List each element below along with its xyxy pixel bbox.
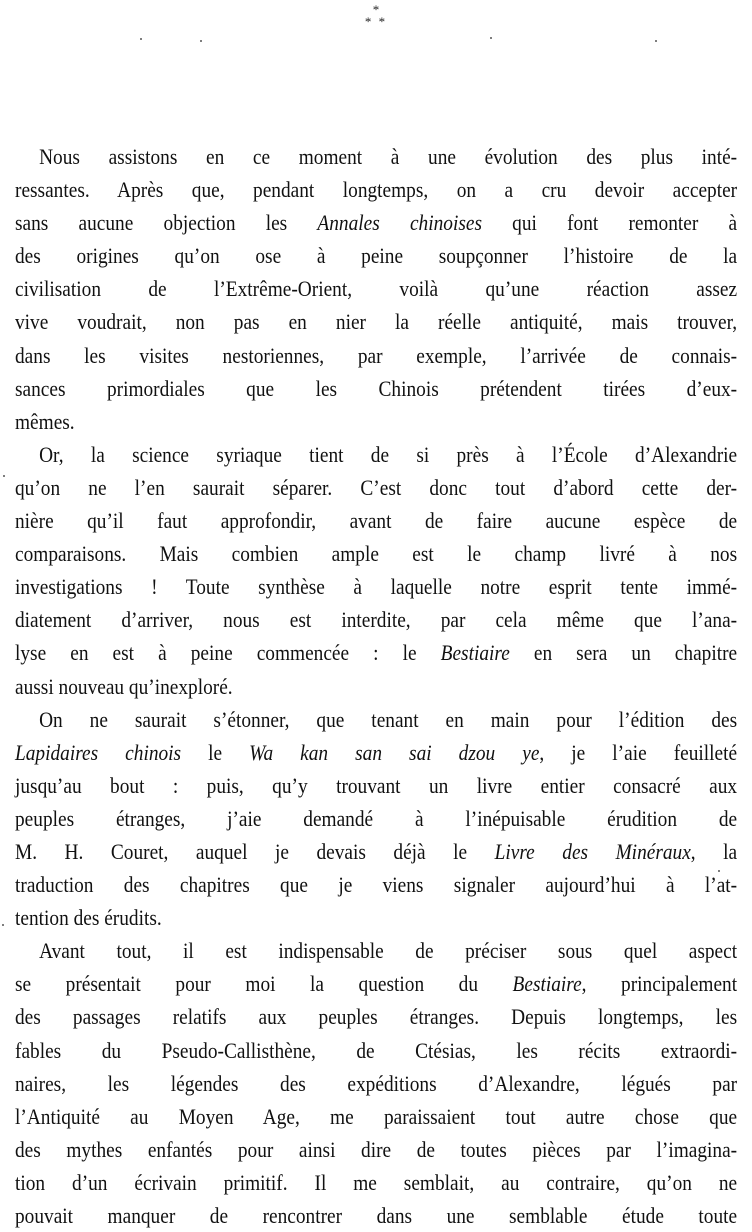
text-line: des passages relatifs aux peuples étranges. Depuis longtemps, les [15, 1004, 738, 1030]
text-line: diatement d’arriver, nous est interdite, par cela même que l’ana- [15, 607, 738, 633]
ornament-star-top: * [372, 2, 380, 17]
scan-speck [655, 40, 657, 42]
section-ornament [0, 4, 752, 28]
text-line: Nous assistons en ce moment à une évolution des plus inté- [39, 144, 738, 169]
scan-speck [200, 40, 202, 42]
text-line: jusqu’au bout : puis, qu’y trouvant un livre entier consacré aux [15, 772, 738, 798]
paragraph [15, 703, 737, 935]
text-line: aussi nouveau qu’inexploré. [15, 673, 233, 699]
ornament-stars-bottom: * * [364, 14, 388, 29]
scan-speck [3, 475, 5, 477]
text-line: Avant tout, il est indispensable de préciser sous quel aspect [39, 938, 738, 964]
page-body-text [15, 140, 737, 1232]
text-line: se présentait pour moi la question du Bestiaire, principalement [15, 971, 738, 997]
italic-title: Annales chinoises [317, 210, 482, 236]
text-line: naires, les légendes des expéditions d’Alexandre, légués par [15, 1070, 738, 1096]
text-line: des mythes enfantés pour ainsi dire de toutes pièces par l’imagina- [15, 1136, 738, 1162]
text-line: comparaisons. Mais combien ample est le champ livré à nos [15, 541, 738, 567]
text-line: traduction des chapitres que je viens signaler aujourd’hui à l’at- [15, 872, 738, 898]
text-line: sans aucune objection les Annales chinoises qui font remonter à [15, 210, 738, 236]
text-line: investigations ! Toute synthèse à laquelle notre esprit tente immé- [15, 574, 738, 600]
scan-speck [140, 38, 142, 40]
text-line: sances primordiales que les Chinois prétendent tirées d’eux- [15, 375, 738, 401]
paragraph [15, 140, 737, 438]
text-line: civilisation de l’Extrême-Orient, voilà qu’une réaction assez [15, 276, 738, 302]
text-line: Or, la science syriaque tient de si près à l’École d’Alexandrie [39, 441, 738, 467]
italic-title: Livre des Minéraux [494, 838, 691, 864]
text-line: peuples étranges, j’aie demandé à l’inépuisable érudition de [15, 805, 738, 831]
text-line: pouvait manquer de rencontrer dans une semblable étude toute [15, 1203, 738, 1228]
text-line: On ne saurait s’étonner, que tenant en main pour l’édition des [39, 706, 738, 732]
scan-speck [490, 37, 492, 39]
italic-title: Lapidaires chinois [15, 739, 182, 765]
text-line: tention des érudits. [15, 905, 162, 931]
scan-speck [2, 924, 4, 926]
text-line: dans les visites nestoriennes, par exemple, l’arrivée de connais- [15, 342, 738, 368]
italic-title: Wa kan san sai dzou ye [249, 739, 540, 765]
text-line: qu’on ne l’en saurait séparer. C’est donc tout d’abord cette der- [15, 474, 738, 500]
text-line: nière qu’il faut approfondir, avant de faire aucune espèce de [15, 508, 738, 534]
text-line: l’Antiquité au Moyen Age, me paraissaient tout autre chose que [15, 1103, 738, 1129]
paragraph [15, 438, 737, 703]
text-line: M. H. Couret, auquel je devais déjà le Livre des Minéraux, la [15, 838, 738, 864]
italic-title: Bestiaire [512, 971, 582, 997]
text-line: ressantes. Après que, pendant longtemps, on a cru devoir accepter [15, 177, 738, 203]
text-line: fables du Pseudo-Callisthène, de Ctésias, les récits extraordi- [15, 1037, 738, 1063]
text-line: lyse en est à peine commencée : le Bestiaire en sera un chapitre [15, 640, 738, 666]
text-line: des origines qu’on ose à peine soupçonner l’histoire de la [15, 243, 738, 269]
paragraph [15, 934, 737, 1232]
text-line: Lapidaires chinois le Wa kan san sai dzou ye, je l’aie feuilleté [15, 739, 738, 765]
text-line: vive voudrait, non pas en nier la réelle antiquité, mais trouver, [15, 309, 738, 335]
scan-speck [718, 870, 720, 872]
italic-title: Bestiaire [440, 640, 510, 666]
text-line: mêmes. [15, 408, 75, 434]
text-line: tion d’un écrivain primitif. Il me semblait, au contraire, qu’on ne [15, 1169, 738, 1195]
